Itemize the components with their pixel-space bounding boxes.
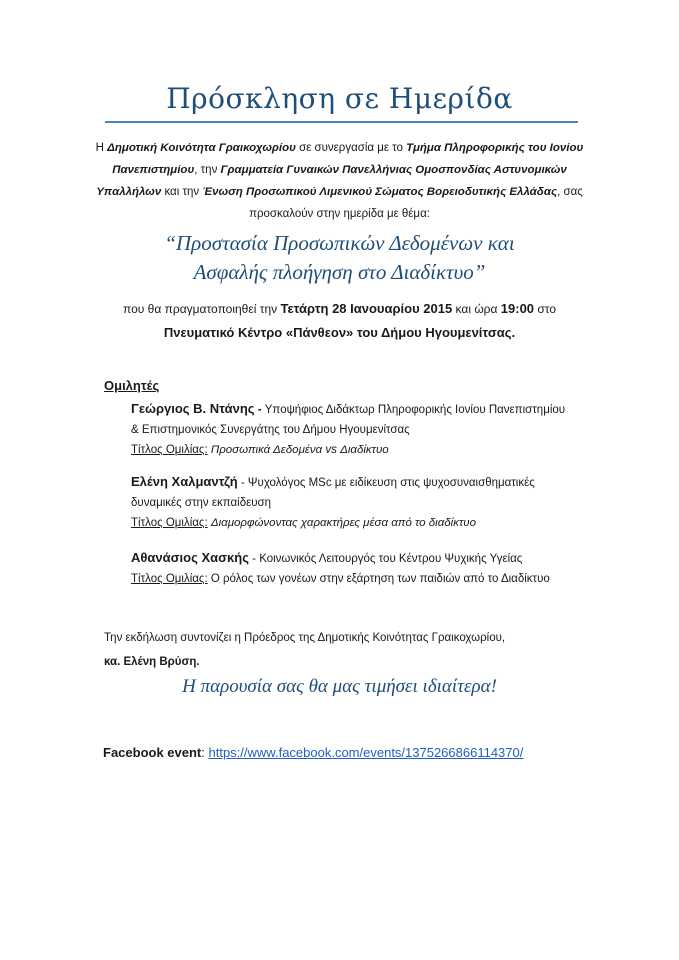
page-title: Πρόσκληση σε Ημερίδα	[166, 82, 513, 115]
intro-text: και την	[161, 186, 203, 198]
theme-line-2: Ασφαλής πλοήγηση στο Διαδίκτυο”	[193, 260, 486, 284]
speaker-separator: -	[248, 553, 260, 565]
speaker-separator: -	[254, 404, 265, 416]
speaker-role: Κοινωνικός Λειτουργός του Κέντρου Ψυχικής Υγείας	[259, 553, 523, 565]
coordinator-name: κα. Ελένη Βρύση.	[104, 656, 200, 668]
talk-title: Ο ρόλος των γονέων στην εξάρτηση των παιδιών από το Διαδίκτυο	[210, 573, 550, 585]
organizer-2: Τμήμα Πληροφορικής του Ιονίου Πανεπιστημίου	[112, 142, 584, 176]
datetime-text: και ώρα	[452, 302, 501, 316]
talk-title: Προσωπικά Δεδομένα vs Διαδίκτυο	[210, 444, 389, 456]
intro-text: σε συνεργασία με το	[295, 142, 407, 154]
event-datetime	[85, 297, 594, 321]
facebook-event	[103, 745, 523, 760]
speaker-role: Ψυχολόγος MSc με ειδίκευση στις ψυχοσυναισθηματικές δυναμικές στην εκπαίδευση	[131, 477, 535, 509]
closing-note: Η παρουσία σας θα μας τιμήσει ιδιαίτερα!	[182, 676, 497, 697]
speaker-name: Γεώργιος Β. Ντάνης	[131, 401, 255, 416]
talk-title-label: Τίτλος Ομιλίας:	[131, 517, 208, 529]
coordinator-paragraph	[104, 626, 584, 674]
event-time: 19:00	[500, 301, 535, 316]
event-venue: Πνευματικό Κέντρο «Πάνθεον» του Δήμου Ηγουμενίτσας.	[163, 325, 516, 340]
event-date: Τετάρτη 28 Ιανουαρίου 2015	[280, 301, 453, 316]
datetime-text: στο	[534, 302, 557, 316]
event-details	[85, 297, 594, 345]
intro-paragraph	[95, 137, 584, 225]
intro-text: , την	[194, 164, 221, 176]
theme-line-1: “Προστασία Προσωπικών Δεδομένων και	[164, 231, 515, 255]
talk-title-label: Τίτλος Ομιλίας:	[131, 573, 208, 585]
intro-text: , σας προσκαλούν στην ημερίδα με θέμα:	[249, 186, 583, 220]
speaker-1	[131, 399, 571, 460]
facebook-colon: :	[201, 745, 209, 760]
speaker-name: Αθανάσιος Χασκής	[131, 550, 249, 565]
organizer-1: Δημοτική Κοινότητα Γραικοχωρίου	[107, 142, 296, 154]
organizer-3: Γραμματεία Γυναικών Πανελλήνιας Ομοσπονδίας Αστυνομικών Υπαλλήλων	[96, 164, 567, 198]
speaker-name: Ελένη Χαλμαντζή	[131, 474, 238, 489]
title-divider	[105, 121, 578, 123]
event-theme	[0, 229, 679, 287]
speaker-2	[131, 472, 571, 533]
facebook-event-link[interactable]: https://www.facebook.com/events/1375266866114370/	[208, 745, 524, 760]
coordinator-text: Την εκδήλωση συντονίζει η Πρόεδρος της Δημοτικής Κοινότητας Γραικοχωρίου,	[104, 632, 506, 644]
intro-text: Η	[95, 142, 108, 154]
speaker-separator: -	[237, 477, 248, 489]
organizer-4: Ένωση Προσωπικού Λιμενικού Σώματος Βορειοδυτικής Ελλάδας	[202, 186, 558, 198]
datetime-text: που θα πραγματοποιηθεί την	[122, 302, 281, 316]
facebook-label: Facebook event	[103, 745, 202, 760]
speakers-heading: Ομιλητές	[104, 378, 160, 393]
speaker-3	[131, 548, 571, 589]
speaker-role: Υποψήφιος Διδάκτωρ Πληροφορικής Ιονίου Πανεπιστημίου & Επιστημονικός Συνεργάτης του Δήμου Ηγουμενίτσας	[131, 404, 566, 436]
talk-title-label: Τίτλος Ομιλίας:	[131, 444, 208, 456]
talk-title: Διαμορφώνοντας χαρακτήρες μέσα από το διαδίκτυο	[210, 517, 476, 529]
